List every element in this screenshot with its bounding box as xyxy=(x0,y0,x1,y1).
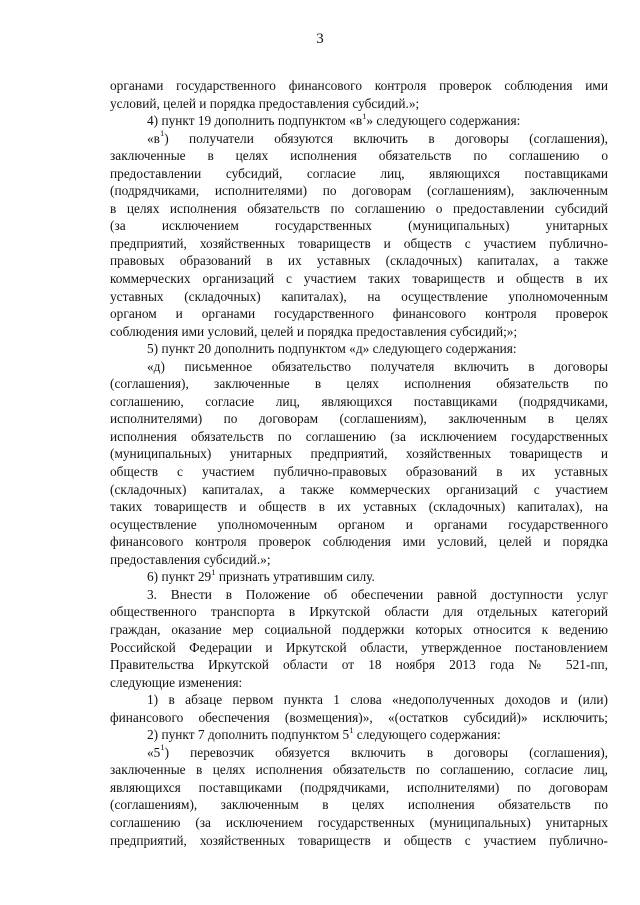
line-text: условий, целей и порядка предоставления субсидий.»; xyxy=(110,95,420,111)
line-text: 3. Внести в Положение об обеспечении равной доступности услуг xyxy=(147,586,608,602)
text-line xyxy=(110,603,608,621)
text-line xyxy=(110,463,608,481)
line-text: 1) в абзаце первом пункта 1 слова «недополученных доходов и (или) xyxy=(147,692,608,708)
text-line xyxy=(110,674,608,692)
text-line xyxy=(110,796,608,814)
line-text-before-superscript: 2) пункт 7 дополнить подпунктом 5 xyxy=(147,727,350,743)
text-line xyxy=(110,217,608,235)
document-body xyxy=(110,77,608,849)
line-text: общественного транспорта в Иркутской области для отдельных категорий xyxy=(110,604,608,620)
text-line xyxy=(110,656,608,674)
text-line xyxy=(110,375,608,393)
line-text: предприятий, хозяйственных товариществ и обществ с участием публично- xyxy=(110,832,608,848)
line-text: осуществление уполномоченным органом и органами государственного xyxy=(110,516,608,532)
text-line xyxy=(110,586,608,604)
text-line xyxy=(110,533,608,551)
text-line xyxy=(110,95,608,113)
text-line xyxy=(110,270,608,288)
text-line xyxy=(110,779,608,797)
text-line xyxy=(110,481,608,499)
line-text: соглашению, согласие лиц, являющихся поставщиками (подрядчиками, xyxy=(110,393,608,409)
line-text: являющихся поставщиками (подрядчиками, исполнителями) по договорам xyxy=(110,779,608,795)
line-text: 5) пункт 20 дополнить подпунктом «д» следующего содержания: xyxy=(147,341,517,357)
line-text: предоставления субсидий.»; xyxy=(110,551,271,567)
line-text: (подрядчиками, исполнителями) по договорам (соглашениям), заключенным xyxy=(110,183,608,199)
line-text: заключенные в целях исполнения обязательств по соглашению о xyxy=(110,148,608,164)
line-text: (муниципальных) унитарных предприятий, хозяйственных товариществ и xyxy=(110,446,608,462)
line-text: правовых образований в их уставных (складочных) капиталах, а также xyxy=(110,253,608,269)
text-line xyxy=(110,358,608,376)
text-line xyxy=(110,744,608,762)
text-line xyxy=(110,761,608,779)
line-text: коммерческих организаций с участием таких товариществ и обществ в их xyxy=(110,271,608,287)
text-line xyxy=(110,726,608,744)
line-text-after-superscript: » следующего содержания: xyxy=(366,113,521,129)
text-line xyxy=(110,814,608,832)
line-text: финансового контроля проверок соблюдения ими условий, целей и порядка xyxy=(110,534,608,550)
text-line xyxy=(110,832,608,850)
text-line xyxy=(110,445,608,463)
line-text: обществ с участием публично-правовых образований в их уставных xyxy=(110,464,608,480)
superscript: 1 xyxy=(211,566,216,577)
line-text: (складочных) капиталах, а также коммерческих организаций с участием xyxy=(110,481,608,497)
text-line xyxy=(110,147,608,165)
line-text: следующие изменения: xyxy=(110,674,243,690)
text-line xyxy=(110,568,608,586)
line-text: предприятий, хозяйственных товариществ и обществ с участием публично- xyxy=(110,235,608,251)
text-line xyxy=(110,516,608,534)
text-line xyxy=(110,621,608,639)
line-text: соблюдения ими условий, целей и порядка предоставления субсидий;»; xyxy=(110,323,518,339)
text-line xyxy=(110,235,608,253)
line-text-after-superscript: следующего содержания: xyxy=(353,727,501,743)
text-line xyxy=(110,112,608,130)
line-text: «д) письменное обязательство получателя включить в договоры xyxy=(147,358,608,374)
text-line xyxy=(110,551,608,569)
line-text: (соглашениям), заключенным в целях исполнения обязательств по xyxy=(110,797,608,813)
line-text: Правительства Иркутской области от 18 ноября 2013 года № 521-пп, xyxy=(110,657,608,673)
superscript: 1 xyxy=(362,110,367,121)
line-text: исполнителями) по договорам (соглашениям), заключенным в целях xyxy=(110,411,608,427)
page-number: 3 xyxy=(316,31,324,47)
text-line xyxy=(110,77,608,95)
line-text: исполнения обязательств по соглашению (за исключением государственных xyxy=(110,428,608,444)
text-line xyxy=(110,165,608,183)
line-text: заключенные в целях исполнения обязательств по соглашению, согласие лиц, xyxy=(110,762,608,778)
line-text: финансового обеспечения (возмещения)», «(остатков субсидий)» исключить; xyxy=(110,709,608,725)
line-text-after-superscript: ) получатели обязуются включить в договоры (соглашения), xyxy=(164,130,608,146)
line-text: в целях исполнения обязательств по соглашению о предоставлении субсидий xyxy=(110,200,608,216)
text-line xyxy=(110,288,608,306)
superscript: 1 xyxy=(349,724,354,735)
line-text-before-superscript: 4) пункт 19 дополнить подпунктом «в xyxy=(147,113,363,129)
superscript: 1 xyxy=(159,128,165,139)
text-line xyxy=(110,182,608,200)
text-line xyxy=(110,305,608,323)
line-text: предоставлении субсидий, согласие лиц, являющихся поставщиками xyxy=(110,165,608,181)
line-text-after-superscript: ) перевозчик обязуется включить в договоры (соглашения), xyxy=(164,744,608,760)
text-line xyxy=(110,639,608,657)
text-line xyxy=(110,498,608,516)
text-line xyxy=(110,393,608,411)
superscript: 1 xyxy=(160,742,165,753)
line-text-after-superscript: признать утратившим силу. xyxy=(215,569,375,585)
text-line xyxy=(110,252,608,270)
text-line xyxy=(110,410,608,428)
line-text: Российской Федерации и Иркутской области, утвержденное постановлением xyxy=(110,639,608,655)
text-line xyxy=(110,691,608,709)
text-line xyxy=(110,130,608,148)
line-text-before-superscript: «5 xyxy=(147,744,161,760)
line-text-before-superscript: «в xyxy=(147,130,160,146)
line-text: уставных (складочных) капиталах), на осуществление уполномоченным xyxy=(110,288,608,304)
line-text-before-superscript: 6) пункт 29 xyxy=(147,569,212,585)
text-line xyxy=(110,200,608,218)
line-text: (соглашения), заключенные в целях исполнения обязательств по xyxy=(110,376,608,392)
line-text: соглашению (за исключением государственных (муниципальных) унитарных xyxy=(110,814,608,830)
line-text: органом и органами государственного финансового контроля проверок xyxy=(110,306,608,322)
text-line xyxy=(110,340,608,358)
line-text: таких товариществ и обществ в их уставных (складочных) капиталах), на xyxy=(110,499,608,515)
line-text: органами государственного финансового контроля проверок соблюдения ими xyxy=(110,78,608,93)
line-text: (за исключением государственных (муниципальных) унитарных xyxy=(110,218,608,234)
text-line xyxy=(110,709,608,727)
text-line xyxy=(110,323,608,341)
line-text: граждан, оказание мер социальной поддержки которых относится к ведению xyxy=(110,621,608,637)
text-line xyxy=(110,428,608,446)
